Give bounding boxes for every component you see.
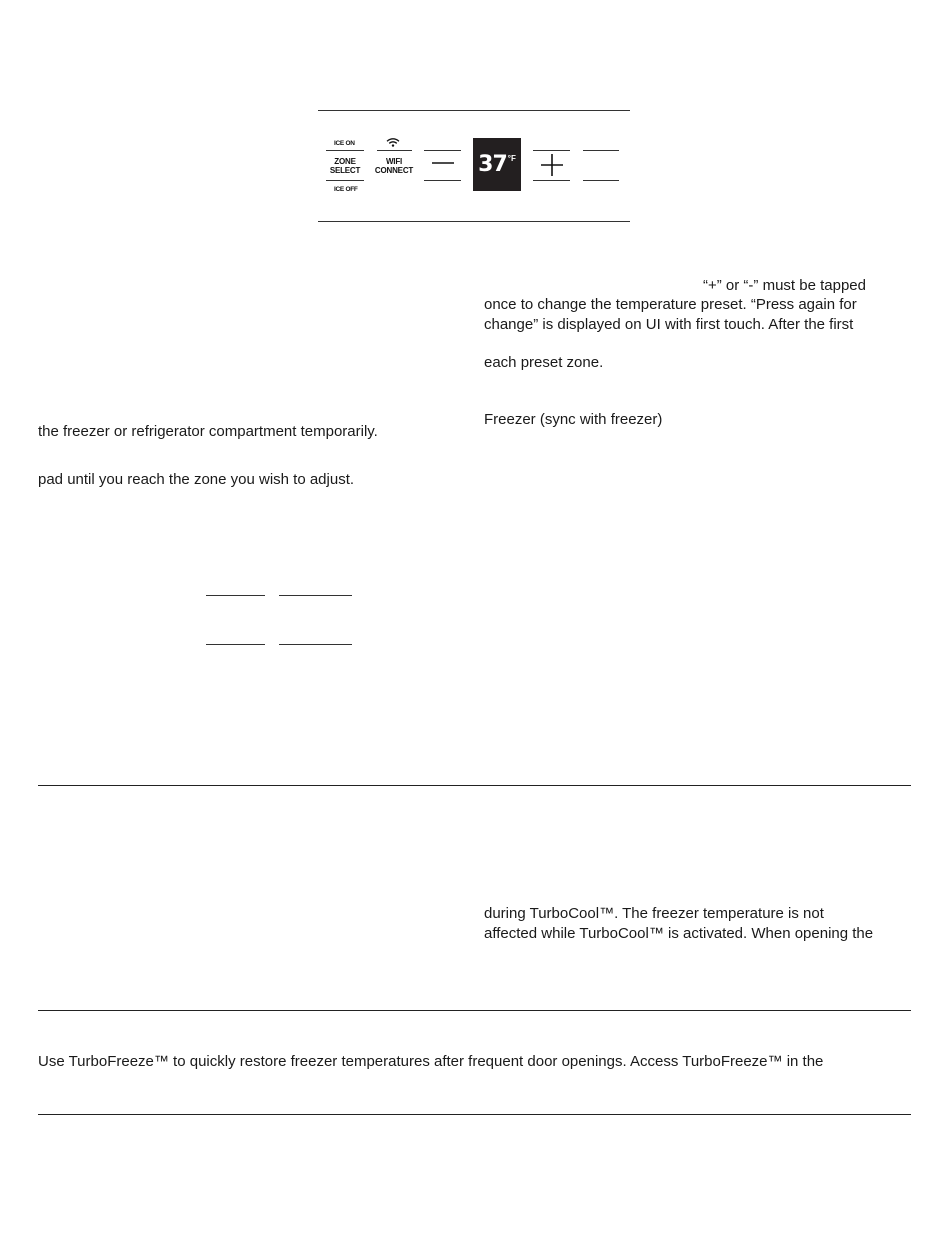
table-rule	[279, 595, 352, 596]
turbocool-text-line-2: affected while TurboCool™ is activated. When opening the	[484, 925, 874, 942]
wifi-icon	[386, 138, 400, 147]
divider	[377, 150, 412, 151]
right-text-line-3: change” is displayed on UI with first touch. After the first	[484, 316, 854, 333]
zone-select-button[interactable]: ZONE SELECT	[329, 157, 361, 175]
divider	[533, 180, 570, 181]
table-rule	[206, 595, 265, 596]
turbofreeze-text-line-1: Use TurboFreeze™ to quickly restore freezer temperatures after frequent door openings. Access TurboFreeze™ in the	[38, 1053, 824, 1070]
right-text-line-4: each preset zone.	[484, 354, 604, 371]
minus-icon[interactable]	[431, 157, 455, 169]
divider	[583, 180, 619, 181]
divider	[583, 150, 619, 151]
section-divider	[38, 1010, 911, 1011]
wifi-connect-button[interactable]: WIFI CONNECT	[374, 157, 414, 175]
right-text-line-2: once to change the temperature preset. “Press again for	[484, 296, 857, 313]
left-text-line-2: pad until you reach the zone you wish to adjust.	[38, 471, 355, 488]
divider	[424, 150, 461, 151]
left-text-line-1: the freezer or refrigerator compartment temporarily.	[38, 423, 378, 440]
ice-off-label: ICE OFF	[334, 186, 358, 193]
divider	[326, 150, 364, 151]
temperature-value: 37	[478, 152, 507, 177]
section-divider	[38, 785, 911, 786]
table-rule	[279, 644, 352, 645]
panel-top-rule	[318, 110, 630, 111]
temperature-display	[473, 138, 521, 191]
ice-on-label: ICE ON	[334, 140, 355, 147]
plus-icon[interactable]	[540, 153, 564, 177]
turbocool-text-line-1: during TurboCool™. The freezer temperature is not	[484, 905, 824, 922]
temperature-unit: °F	[507, 154, 516, 163]
right-text-line-5: Freezer (sync with freezer)	[484, 411, 663, 428]
divider	[533, 150, 570, 151]
panel-bottom-rule	[318, 221, 630, 222]
table-rule	[206, 644, 265, 645]
divider	[326, 180, 364, 181]
section-divider	[38, 1114, 911, 1115]
right-text-line-1: “+” or “-” must be tapped	[703, 277, 866, 294]
divider	[424, 180, 461, 181]
